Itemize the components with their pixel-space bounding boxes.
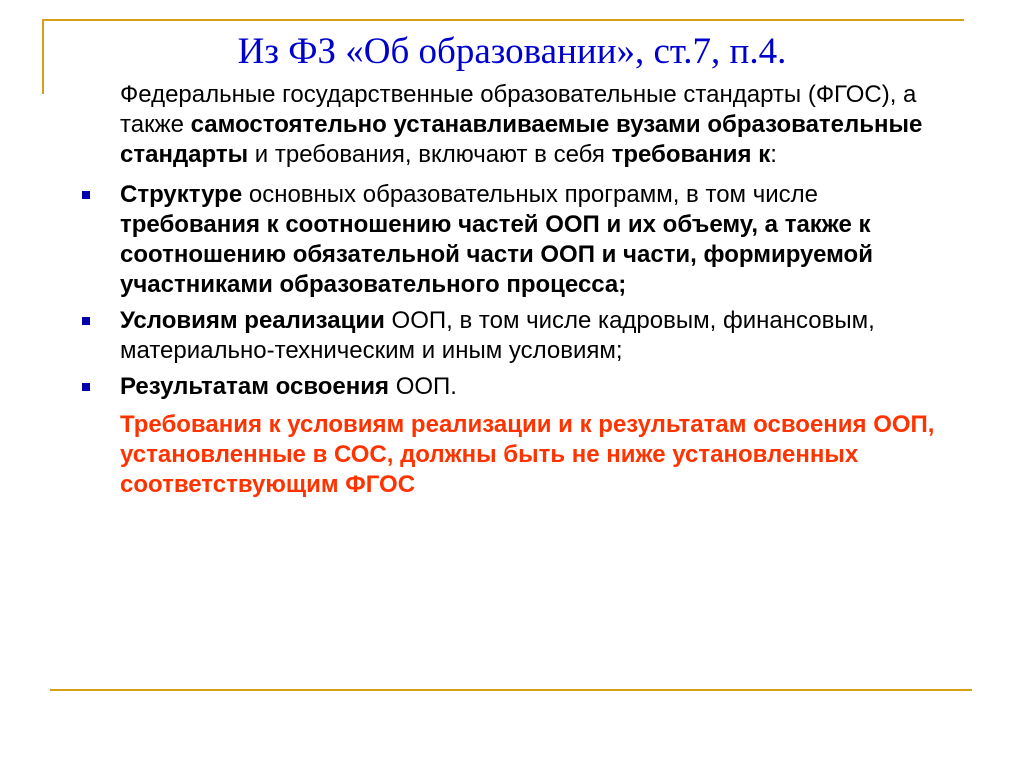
list-item xyxy=(120,180,960,300)
intro-bold-1: самостоятельно устанавливаемые вузами образовательные стандарты xyxy=(120,111,923,168)
slide-body xyxy=(120,80,960,500)
square-bullet-icon xyxy=(82,191,90,199)
intro-text-3: : xyxy=(770,141,777,168)
bottom-decorative-line xyxy=(50,689,972,691)
item-bold-text: требования к соотношению частей ООП и их объему, а также к соотношению обязательной части ООП и части, формируемой участниками образовательного процесса; xyxy=(120,211,873,298)
top-decorative-line xyxy=(42,19,964,21)
list-item xyxy=(120,306,960,366)
intro-bold-2: требования к xyxy=(611,141,771,168)
item-bold-heading: Результатам освоения xyxy=(120,373,390,400)
item-text: основных образовательных программ, в том числе xyxy=(242,181,818,208)
item-bold-heading: Условиям реализации xyxy=(120,307,385,334)
item-text: ООП, в том числе кадровым, финансовым, материально-техническим и иным условиям; xyxy=(120,307,875,364)
item-bold-heading: Структуре xyxy=(120,181,243,208)
highlighted-note: Требования к условиям реализации и к результатам освоения ООП, установленные в СОС, должны быть не ниже установленных соответствующим ФГОС xyxy=(120,411,935,498)
item-text: ООП. xyxy=(389,373,457,400)
slide-title: Из ФЗ «Об образовании», ст.7, п.4. xyxy=(237,31,787,72)
square-bullet-icon xyxy=(82,317,90,325)
intro-paragraph xyxy=(120,80,960,170)
intro-text-1: Федеральные государственные образовательные стандарты (ФГОС), а также xyxy=(120,81,917,138)
intro-text-2: и требования, включают в себя xyxy=(248,141,612,168)
list-item xyxy=(120,372,960,402)
square-bullet-icon xyxy=(82,383,90,391)
